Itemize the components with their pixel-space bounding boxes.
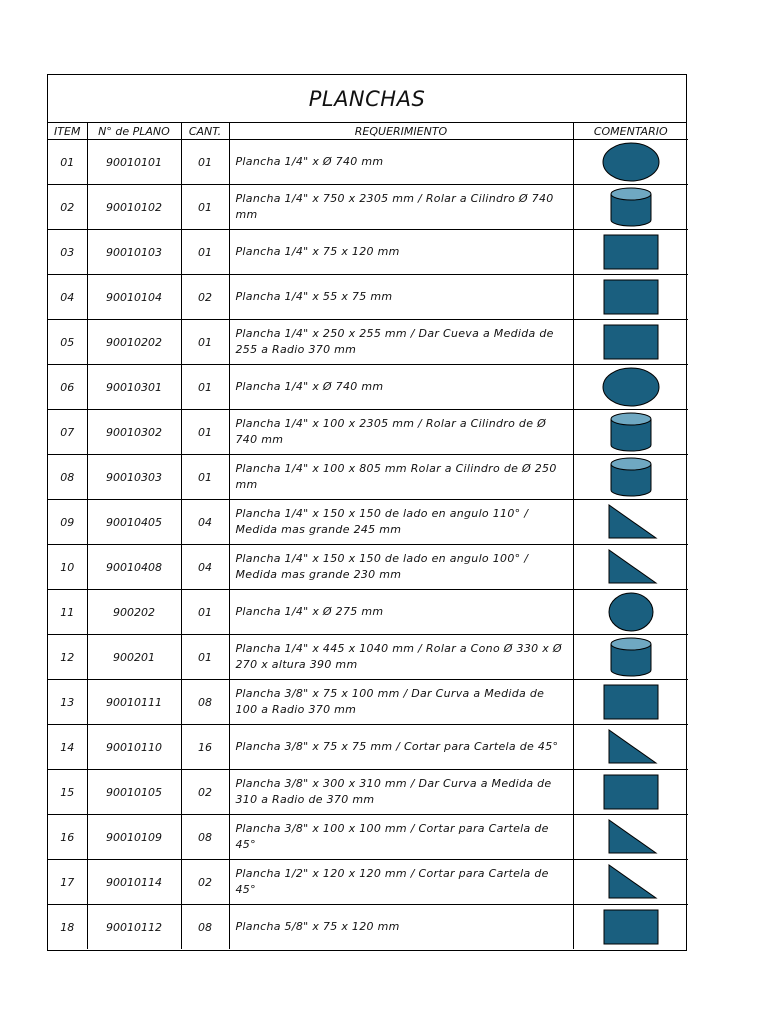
cell-cant: 08 [181,815,229,860]
cell-comentario [573,590,688,635]
cell-requerimiento: Plancha 3/8" x 100 x 100 mm / Cortar para Cartela de 45° [229,815,573,860]
cell-plano: 90010202 [87,320,181,365]
table-row [48,275,688,320]
cell-comentario [573,635,688,680]
cell-cant: 01 [181,185,229,230]
triangle-icon [574,862,689,902]
cell-cant: 01 [181,590,229,635]
cell-plano: 90010111 [87,680,181,725]
cell-comentario [573,140,688,185]
table-row [48,680,688,725]
table-row [48,815,688,860]
cell-requerimiento: Plancha 1/4" x 75 x 120 mm [229,230,573,275]
cell-cant: 01 [181,635,229,680]
cell-item: 06 [48,365,87,410]
cell-requerimiento: Plancha 1/4" x 150 x 150 de lado en angulo 100° / Medida mas grande 230 mm [229,545,573,590]
header-cant: CANT. [181,123,229,140]
cell-plano: 900202 [87,590,181,635]
table-row [48,320,688,365]
cell-comentario [573,545,688,590]
cell-item: 09 [48,500,87,545]
cell-requerimiento: Plancha 1/4" x Ø 740 mm [229,140,573,185]
cell-requerimiento: Plancha 3/8" x 300 x 310 mm / Dar Curva a Medida de 310 a Radio de 370 mm [229,770,573,815]
cell-cant: 01 [181,455,229,500]
cell-cant: 04 [181,500,229,545]
table-header-row [48,123,688,140]
cell-plano: 90010303 [87,455,181,500]
cell-requerimiento: Plancha 5/8" x 75 x 120 mm [229,905,573,950]
cell-cant: 01 [181,365,229,410]
cell-item: 13 [48,680,87,725]
cell-cant: 02 [181,275,229,320]
cell-requerimiento: Plancha 1/2" x 120 x 120 mm / Cortar para Cartela de 45° [229,860,573,905]
cell-comentario [573,230,688,275]
cell-comentario [573,860,688,905]
cell-cant: 02 [181,860,229,905]
cell-cant: 01 [181,140,229,185]
triangle-icon [574,727,689,767]
rectangle-icon [574,232,689,272]
cell-comentario [573,815,688,860]
cell-requerimiento: Plancha 3/8" x 75 x 75 mm / Cortar para Cartela de 45° [229,725,573,770]
table-row [48,545,688,590]
planchas-sheet [47,74,687,951]
rectangle-icon [574,907,689,947]
table-row [48,140,688,185]
cell-cant: 16 [181,725,229,770]
cell-item: 17 [48,860,87,905]
cell-item: 15 [48,770,87,815]
cell-requerimiento: Plancha 1/4" x 100 x 805 mm Rolar a Cilindro de Ø 250 mm [229,455,573,500]
table-row [48,860,688,905]
rectangle-icon [574,322,689,362]
table-row [48,410,688,455]
cell-item: 18 [48,905,87,950]
cell-plano: 90010101 [87,140,181,185]
cell-plano: 90010103 [87,230,181,275]
cell-plano: 90010408 [87,545,181,590]
cell-item: 01 [48,140,87,185]
table-row [48,590,688,635]
triangle-icon [574,547,689,587]
table-row [48,770,688,815]
rectangle-icon [574,682,689,722]
cylinder-icon [574,186,689,228]
cell-plano: 900201 [87,635,181,680]
cell-requerimiento: Plancha 3/8" x 75 x 100 mm / Dar Curva a Medida de 100 a Radio 370 mm [229,680,573,725]
table-row [48,500,688,545]
cell-item: 08 [48,455,87,500]
cell-comentario [573,275,688,320]
cell-item: 10 [48,545,87,590]
cell-comentario [573,725,688,770]
cell-plano: 90010301 [87,365,181,410]
cell-plano: 90010110 [87,725,181,770]
cell-comentario [573,680,688,725]
cell-item: 05 [48,320,87,365]
table-row [48,455,688,500]
cell-plano: 90010112 [87,905,181,950]
cell-requerimiento: Plancha 1/4" x 55 x 75 mm [229,275,573,320]
cell-plano: 90010102 [87,185,181,230]
header-requerimiento: REQUERIMIENTO [229,123,573,140]
cylinder-icon [574,411,689,453]
cell-item: 02 [48,185,87,230]
cell-cant: 04 [181,545,229,590]
cell-cant: 01 [181,410,229,455]
sheet-title: PLANCHAS [48,75,686,123]
header-comentario: COMENTARIO [573,123,688,140]
cell-cant: 08 [181,680,229,725]
triangle-icon [574,502,689,542]
circle-icon [574,591,689,633]
cell-plano: 90010114 [87,860,181,905]
ellipse-icon [574,366,689,408]
cell-plano: 90010105 [87,770,181,815]
cell-requerimiento: Plancha 1/4" x 100 x 2305 mm / Rolar a Cilindro de Ø 740 mm [229,410,573,455]
cell-cant: 08 [181,905,229,950]
table-row [48,185,688,230]
cylinder-icon [574,636,689,678]
cell-requerimiento: Plancha 1/4" x 445 x 1040 mm / Rolar a Cono Ø 330 x Ø 270 x altura 390 mm [229,635,573,680]
cell-comentario [573,770,688,815]
cell-comentario [573,455,688,500]
cell-cant: 01 [181,320,229,365]
cell-comentario [573,500,688,545]
table-row [48,230,688,275]
cell-requerimiento: Plancha 1/4" x 250 x 255 mm / Dar Cueva a Medida de 255 a Radio 370 mm [229,320,573,365]
cell-item: 07 [48,410,87,455]
rectangle-icon [574,277,689,317]
cell-requerimiento: Plancha 1/4" x 750 x 2305 mm / Rolar a Cilindro Ø 740 mm [229,185,573,230]
cell-item: 16 [48,815,87,860]
table-row [48,725,688,770]
header-item: ITEM [48,123,87,140]
planchas-table [48,123,688,949]
cell-plano: 90010405 [87,500,181,545]
cell-cant: 01 [181,230,229,275]
cell-item: 04 [48,275,87,320]
cell-item: 03 [48,230,87,275]
cell-plano: 90010302 [87,410,181,455]
cell-comentario [573,320,688,365]
cell-plano: 90010109 [87,815,181,860]
ellipse-icon [574,141,689,183]
cell-requerimiento: Plancha 1/4" x Ø 740 mm [229,365,573,410]
cell-item: 11 [48,590,87,635]
table-row [48,635,688,680]
cell-comentario [573,365,688,410]
cell-item: 12 [48,635,87,680]
cell-requerimiento: Plancha 1/4" x Ø 275 mm [229,590,573,635]
rectangle-icon [574,772,689,812]
table-row [48,905,688,950]
cell-comentario [573,410,688,455]
table-row [48,365,688,410]
cell-item: 14 [48,725,87,770]
triangle-icon [574,817,689,857]
cell-plano: 90010104 [87,275,181,320]
cell-comentario [573,185,688,230]
cell-comentario [573,905,688,950]
cylinder-icon [574,456,689,498]
header-plano: N° de PLANO [87,123,181,140]
cell-requerimiento: Plancha 1/4" x 150 x 150 de lado en angulo 110° / Medida mas grande 245 mm [229,500,573,545]
cell-cant: 02 [181,770,229,815]
